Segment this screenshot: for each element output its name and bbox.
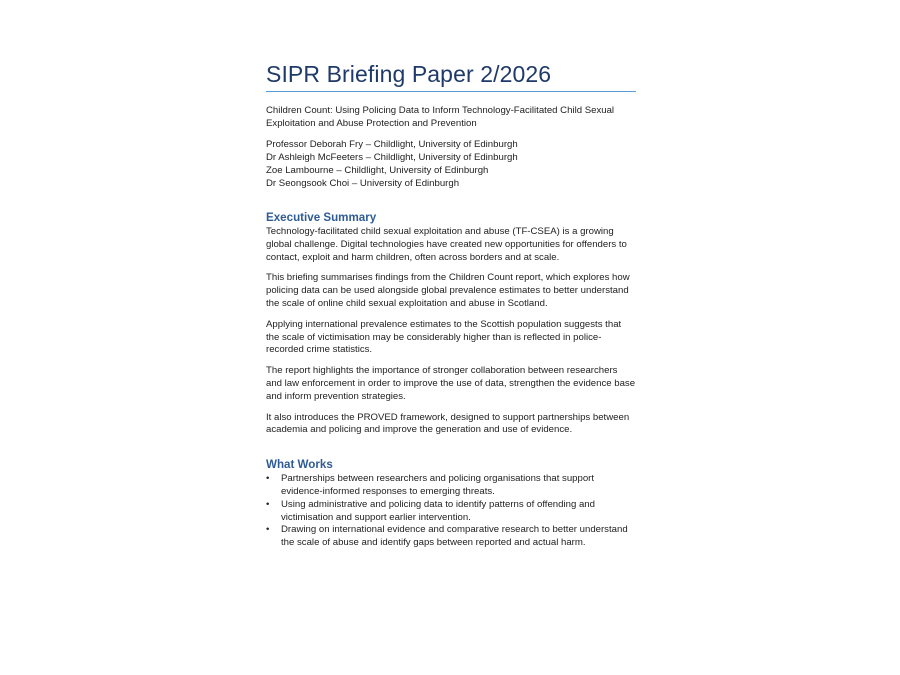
bullet-icon: • xyxy=(266,498,270,510)
list-item xyxy=(266,499,636,525)
summary-paragraph: Applying international prevalence estimates to the Scottish population suggests that the scale of victimisation may be considerably higher than is reflected in police-recorded crime statistics. xyxy=(266,318,622,356)
list-item-text: Drawing on international evidence and comparative research to better understand the scale of abuse and identify gaps between reported and actual harm. xyxy=(281,524,628,549)
author-line: Dr Seongsook Choi – University of Edinburgh xyxy=(266,178,460,189)
title-underline xyxy=(266,91,636,92)
list-item xyxy=(266,473,636,499)
executive-summary-heading: Executive Summary xyxy=(266,211,377,224)
summary-paragraph: It also introduces the PROVED framework, designed to support partnerships between academia and policing and improve the generation and use of evidence. xyxy=(266,411,630,436)
bullet-icon: • xyxy=(266,524,270,536)
summary-paragraph: This briefing summarises findings from the Children Count report, which explores how policing data can be used alongside global prevalence estimates to better understand the scale of online child sexual exploitation and abuse in Scotland. xyxy=(266,272,630,309)
what-works-heading: What Works xyxy=(266,458,333,472)
document-subtitle: Children Count: Using Policing Data to Inform Technology-Facilitated Child Sexual Exploitation and Abuse Protection and Prevention xyxy=(266,105,615,129)
document-page xyxy=(266,58,636,550)
author-line: Professor Deborah Fry – Childlight, University of Edinburgh xyxy=(266,139,518,150)
summary-paragraph: Technology-facilitated child sexual exploitation and abuse (TF-CSEA) is a growing global challenge. Digital technologies have created new opportunities for offenders to contact, exploit and harm children, often across borders and at scale. xyxy=(266,226,627,263)
list-item-text: Partnerships between researchers and policing organisations that support evidence-informed responses to emerging threats. xyxy=(281,473,595,497)
bullet-icon: • xyxy=(266,473,270,485)
author-line: Zoe Lambourne – Childlight, University of Edinburgh xyxy=(266,165,489,176)
author-list xyxy=(266,138,636,190)
list-item xyxy=(266,524,636,550)
document-title: SIPR Briefing Paper 2/2026 xyxy=(266,61,552,87)
list-item-text: Using administrative and policing data to identify patterns of offending and victimisation and support earlier intervention. xyxy=(281,498,595,523)
summary-paragraph: The report highlights the importance of stronger collaboration between researchers and law enforcement in order to improve the use of data, strengthen the evidence base and inform prevention strategies. xyxy=(266,365,636,402)
author-line: Dr Ashleigh McFeeters – Childlight, University of Edinburgh xyxy=(266,152,518,163)
what-works-list xyxy=(266,473,636,550)
